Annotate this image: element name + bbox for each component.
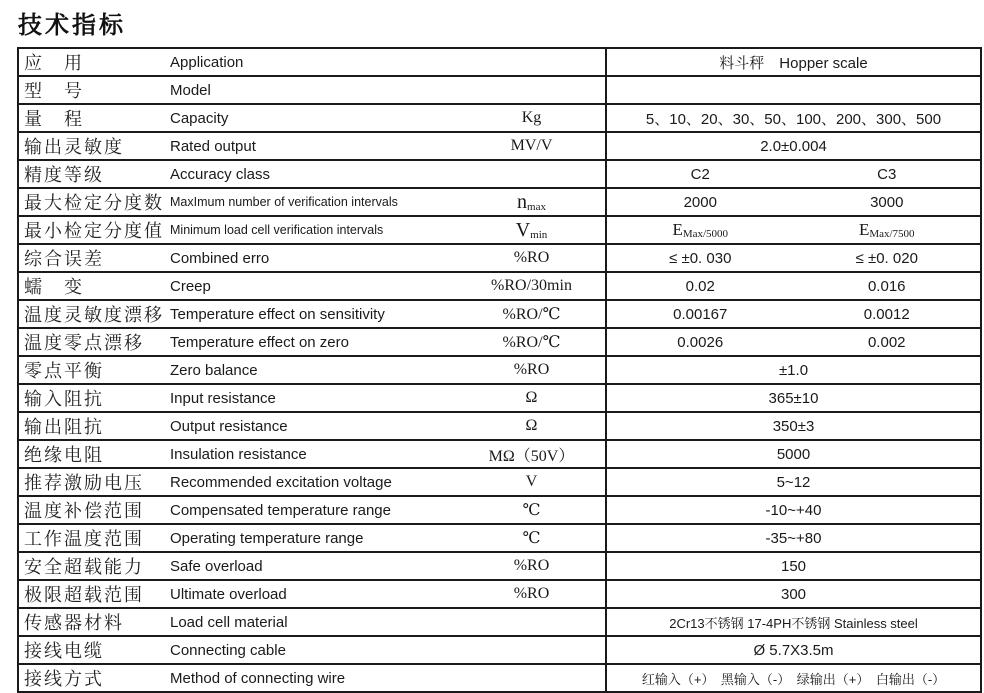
spec-unit: ℃ <box>458 524 606 552</box>
value-c3: ≤ ±0. 020 <box>855 249 918 267</box>
spec-unit: Ω <box>458 384 606 412</box>
spec-unit <box>458 216 606 244</box>
spec-value <box>606 160 981 188</box>
spec-value-text: -35~+80 <box>765 529 822 547</box>
table-row <box>18 356 981 384</box>
spec-unit <box>458 188 606 216</box>
unit-base: E <box>672 220 683 239</box>
spec-unit: Kg <box>458 104 606 132</box>
spec-name-en: Compensated temperature range <box>170 496 458 524</box>
spec-value <box>606 468 981 496</box>
spec-value-text: 2.0±0.004 <box>760 137 827 155</box>
spec-value-text: 300 <box>780 585 807 603</box>
spec-name-cn: 精度等级 <box>18 160 170 188</box>
table-row <box>18 468 981 496</box>
spec-unit: %RO/30min <box>458 272 606 300</box>
spec-name-cn: 工作温度范围 <box>18 524 170 552</box>
spec-name-cn: 最小检定分度值 <box>18 216 170 244</box>
spec-value <box>606 300 981 328</box>
spec-value <box>606 384 981 412</box>
spec-unit: V <box>458 468 606 496</box>
spec-name-cn: 传感器材料 <box>18 608 170 636</box>
spec-unit: %RO <box>458 244 606 272</box>
table-row <box>18 580 981 608</box>
table-row <box>18 300 981 328</box>
spec-value <box>606 496 981 524</box>
spec-value <box>606 272 981 300</box>
spec-value <box>606 132 981 160</box>
spec-name-cn: 输入阻抗 <box>18 384 170 412</box>
spec-name-en: Creep <box>170 272 458 300</box>
value-c2 <box>607 220 794 240</box>
table-row <box>18 132 981 160</box>
spec-name-cn: 最大检定分度数 <box>18 188 170 216</box>
value-split <box>607 220 980 240</box>
spec-name-cn: 综合误差 <box>18 244 170 272</box>
spec-value-text: 5000 <box>776 445 811 463</box>
spec-value-text: 5、10、20、30、50、100、200、300、500 <box>645 110 942 128</box>
spec-name-cn: 温度补偿范围 <box>18 496 170 524</box>
spec-name-cn: 极限超载范围 <box>18 580 170 608</box>
spec-value <box>606 664 981 692</box>
table-row <box>18 272 981 300</box>
table-row <box>18 524 981 552</box>
table-row <box>18 664 981 692</box>
unit-base: E <box>858 220 870 239</box>
spec-value-text: 料斗秤 Hopper scale <box>719 54 868 72</box>
unit-subscript: min <box>530 228 548 241</box>
spec-name-cn: 输出阻抗 <box>18 412 170 440</box>
spec-value-text: 红输入（+） 黑输入（-） 绿输出（+） 白输出（-） <box>641 671 946 687</box>
spec-value <box>606 440 981 468</box>
spec-name-cn: 输出灵敏度 <box>18 132 170 160</box>
spec-name-cn: 型 号 <box>18 76 170 104</box>
spec-value <box>606 356 981 384</box>
unit-subscript: Max/5000 <box>682 228 729 240</box>
value-c2: 0.0026 <box>677 333 724 351</box>
spec-value <box>606 48 981 76</box>
spec-name-cn: 温度零点漂移 <box>18 328 170 356</box>
spec-unit <box>458 664 606 692</box>
spec-name-cn: 量 程 <box>18 104 170 132</box>
spec-unit <box>458 608 606 636</box>
value-c2: 2000 <box>683 193 717 211</box>
spec-value-text: 350±3 <box>772 417 815 435</box>
table-row <box>18 76 981 104</box>
spec-unit: %RO <box>458 580 606 608</box>
spec-name-en: Temperature effect on zero <box>170 328 458 356</box>
spec-name-en: Accuracy class <box>170 160 458 188</box>
table-row <box>18 608 981 636</box>
spec-unit <box>458 76 606 104</box>
table-row <box>18 328 981 356</box>
spec-name-en: Minimum load cell verification intervals <box>170 216 458 244</box>
spec-name-en: Connecting cable <box>170 636 458 664</box>
spec-name-en: MaxImum number of verification intervals <box>170 188 458 216</box>
value-c2: ≤ ±0. 030 <box>669 249 732 267</box>
spec-unit: ℃ <box>458 496 606 524</box>
value-c2: 0.00167 <box>673 305 728 323</box>
spec-value <box>606 188 981 216</box>
spec-name-cn: 接线方式 <box>24 669 104 689</box>
spec-unit: %RO/℃ <box>458 300 606 328</box>
table-row <box>18 636 981 664</box>
value-c3: 0.0012 <box>863 305 910 323</box>
spec-name-cn: 温度灵敏度漂移 <box>18 300 170 328</box>
spec-unit <box>458 160 606 188</box>
table-row <box>18 188 981 216</box>
spec-unit: MV/V <box>458 132 606 160</box>
spec-unit: MΩ（50V） <box>458 440 606 468</box>
spec-unit: %RO <box>458 356 606 384</box>
value-c2: 0.02 <box>685 277 715 295</box>
table-row <box>18 48 981 76</box>
spec-name-en: Output resistance <box>170 412 458 440</box>
spec-name-en: Safe overload <box>170 552 458 580</box>
spec-name-en: Rated output <box>170 132 458 160</box>
spec-value <box>606 580 981 608</box>
spec-value <box>606 636 981 664</box>
spec-name-en: Load cell material <box>170 608 458 636</box>
spec-name-en: Capacity <box>170 104 458 132</box>
unit-subscript: Max/7500 <box>869 228 915 240</box>
unit-subscript: max <box>527 200 546 213</box>
spec-value-text: 150 <box>780 557 807 575</box>
value-c3 <box>794 220 981 240</box>
spec-value-text: -10~+40 <box>765 501 822 519</box>
spec-unit: %RO <box>458 552 606 580</box>
value-c2: C2 <box>690 165 710 183</box>
table-row <box>18 104 981 132</box>
spec-unit <box>458 48 606 76</box>
value-split <box>607 194 980 211</box>
table-row <box>18 244 981 272</box>
table-row <box>18 552 981 580</box>
spec-unit: Ω <box>458 412 606 440</box>
spec-value <box>606 104 981 132</box>
spec-name-en: Operating temperature range <box>170 524 458 552</box>
spec-name-en: Input resistance <box>170 384 458 412</box>
spec-value <box>606 552 981 580</box>
spec-name-cn: 绝缘电阻 <box>18 440 170 468</box>
spec-name-en: Temperature effect on sensitivity <box>170 300 458 328</box>
table-row <box>18 496 981 524</box>
spec-value <box>606 76 981 104</box>
value-split <box>607 278 980 295</box>
table-row <box>18 440 981 468</box>
value-split <box>607 166 980 183</box>
spec-value <box>606 524 981 552</box>
spec-table-body <box>18 48 981 692</box>
value-split <box>607 250 980 267</box>
table-row <box>18 384 981 412</box>
spec-value-text: 365±10 <box>768 389 819 407</box>
spec-name-cn: 推荐激励电压 <box>18 468 170 496</box>
value-c3: 0.016 <box>867 277 906 295</box>
spec-unit <box>458 636 606 664</box>
table-row <box>18 412 981 440</box>
spec-name-en: Method of connecting wire <box>170 669 346 687</box>
spec-name-en: Combined erro <box>170 244 458 272</box>
value-c3: C3 <box>877 165 897 183</box>
spec-unit: %RO/℃ <box>458 328 606 356</box>
spec-value-text: Ø 5.7X3.5m <box>753 641 834 659</box>
page-title: 技术指标 <box>18 12 126 39</box>
spec-name-en: Insulation resistance <box>170 440 458 468</box>
spec-name-cn: 零点平衡 <box>18 356 170 384</box>
spec-name-cn: 接线电缆 <box>18 636 170 664</box>
spec-value <box>606 412 981 440</box>
spec-name-en: Model <box>170 76 458 104</box>
spec-name-cn: 安全超载能力 <box>18 552 170 580</box>
spec-name-en: Application <box>170 48 458 76</box>
spec-value <box>606 608 981 636</box>
value-c3: 0.002 <box>867 333 906 351</box>
spec-value <box>606 328 981 356</box>
unit-base: V <box>515 218 531 241</box>
table-row <box>18 160 981 188</box>
spec-name-en: Ultimate overload <box>170 580 458 608</box>
spec-name-en: Zero balance <box>170 356 458 384</box>
spec-value-text: 5~12 <box>776 473 811 491</box>
spec-value-text: ±1.0 <box>778 361 809 379</box>
spec-table <box>17 47 982 693</box>
value-split <box>607 306 980 323</box>
value-split <box>607 334 980 351</box>
value-c3: 3000 <box>870 193 904 211</box>
spec-name-cn: 蠕 变 <box>18 272 170 300</box>
unit-base: n <box>517 190 528 213</box>
spec-name-en: Recommended excitation voltage <box>170 468 458 496</box>
spec-value <box>606 244 981 272</box>
spec-value <box>606 216 981 244</box>
spec-value-text: 2Cr13不锈钢 17-4PH不锈钢 Stainless steel <box>669 615 918 631</box>
table-row <box>18 216 981 244</box>
spec-name-cn: 应 用 <box>18 48 170 76</box>
